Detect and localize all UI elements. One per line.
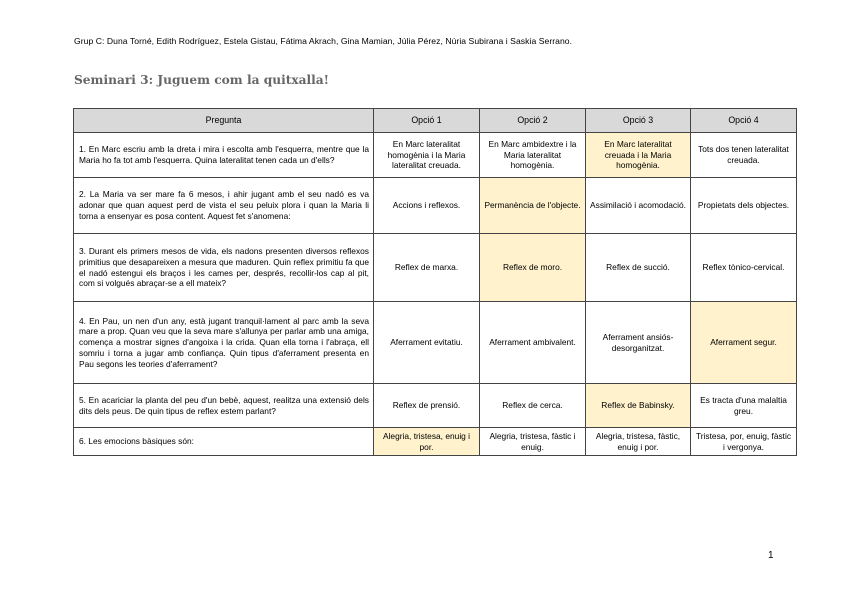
column-header-pregunta: Pregunta xyxy=(74,109,374,133)
option-cell: Alegria, tristesa, enuig i por. xyxy=(374,428,480,456)
question-cell: 5. En acariciar la planta del peu d'un bebè, aquest, realitza una extensió dels dits dels peus. De quin tipus de reflex estem parlant? xyxy=(74,384,374,428)
column-header-opcio-1: Opció 1 xyxy=(374,109,480,133)
option-cell: Aferrament ambivalent. xyxy=(480,302,586,384)
option-cell: Tristesa, por, enuig, fàstic i vergonya. xyxy=(691,428,797,456)
option-cell: Alegria, tristesa, fàstic, enuig i por. xyxy=(586,428,691,456)
option-cell: Reflex tònico-cervical. xyxy=(691,234,797,302)
authors-line: Grup C: Duna Torné, Edith Rodríguez, Estela Gistau, Fátima Akrach, Gina Mamian, Júlia Pérez, Núria Subirana i Saskia Serrano. xyxy=(74,36,573,46)
option-cell: Aferrament ansiós-desorganitzat. xyxy=(586,302,691,384)
option-cell: Tots dos tenen lateralitat creuada. xyxy=(691,133,797,178)
table-row xyxy=(74,133,797,178)
question-cell: 3. Durant els primers mesos de vida, els nadons presenten diversos reflexos primitius que desapareixen a mesura que maduren. Quin reflex primitiu fa que el nadó estengui els braços i les cames per, després, recollir-los cap al pit, com si volgués abraçar-se a ell mateix? xyxy=(74,234,374,302)
table-row xyxy=(74,384,797,428)
option-cell: Es tracta d'una malaltia greu. xyxy=(691,384,797,428)
table-row xyxy=(74,178,797,234)
option-cell: En Marc lateralitat homogènia i la Maria lateralitat creuada. xyxy=(374,133,480,178)
option-cell: Alegria, tristesa, fàstic i enuig. xyxy=(480,428,586,456)
option-cell: Aferrament evitatiu. xyxy=(374,302,480,384)
question-cell: 2. La Maria va ser mare fa 6 mesos, i ahir jugant amb el seu nadó es va adonar que quan aquest perd de vista el seu peluix plora i quan la Maria li torna a ensenyar es posa content. Aquest fet s'anomena: xyxy=(74,178,374,234)
option-cell: Reflex de Babinsky. xyxy=(586,384,691,428)
option-cell: Reflex de cerca. xyxy=(480,384,586,428)
question-cell: 6. Les emocions bàsiques són: xyxy=(74,428,374,456)
option-cell: Assimilació i acomodació. xyxy=(586,178,691,234)
column-header-opcio-2: Opció 2 xyxy=(480,109,586,133)
option-cell: En Marc lateralitat creuada i la Maria homogènia. xyxy=(586,133,691,178)
table-header-row xyxy=(74,109,797,133)
question-cell: 1. En Marc escriu amb la dreta i mira i escolta amb l'esquerra, mentre que la Maria ho fa tot amb l'esquerra. Quina lateralitat tenen cada un d'ells? xyxy=(74,133,374,178)
question-cell: 4. En Pau, un nen d'un any, està jugant tranquil·lament al parc amb la seva mare a prop. Quan veu que la seva mare s'allunya per parlar amb una amiga, comença a mostrar signes d'angoixa i la crida. Quan ella torna i l'abraça, ell somriu i torna a jugar amb confiança. Quin tipus d'aferrament presenta en Pau segons les teories d'aferrament? xyxy=(74,302,374,384)
table-row xyxy=(74,234,797,302)
column-header-opcio-4: Opció 4 xyxy=(691,109,797,133)
table-row xyxy=(74,302,797,384)
option-cell: Reflex de succió. xyxy=(586,234,691,302)
option-cell: Reflex de prensió. xyxy=(374,384,480,428)
option-cell: Reflex de marxa. xyxy=(374,234,480,302)
option-cell: Accions i reflexos. xyxy=(374,178,480,234)
table-row xyxy=(74,428,797,456)
option-cell: En Marc ambidextre i la Maria lateralitat homogènia. xyxy=(480,133,586,178)
quiz-table xyxy=(73,108,797,456)
option-cell: Permanència de l'objecte. xyxy=(480,178,586,234)
page-number: 1 xyxy=(768,550,774,561)
option-cell: Propietats dels objectes. xyxy=(691,178,797,234)
option-cell: Reflex de moro. xyxy=(480,234,586,302)
option-cell: Aferrament segur. xyxy=(691,302,797,384)
column-header-opcio-3: Opció 3 xyxy=(586,109,691,133)
page-title: Seminari 3: Juguem com la quitxalla! xyxy=(74,73,330,87)
